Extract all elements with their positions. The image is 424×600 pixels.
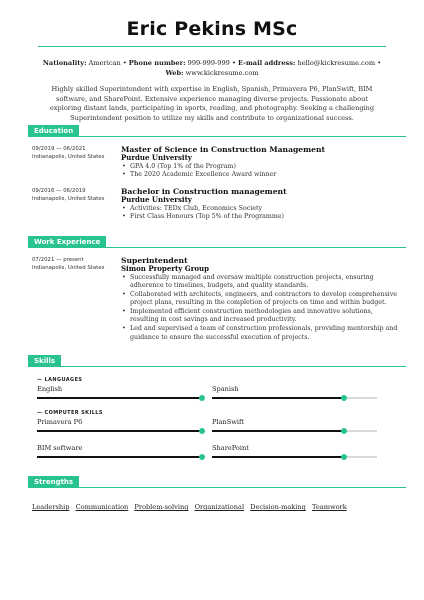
skill-name: Primavera P6 [37,418,83,426]
entry-date-range: 09/2019 — 06/2021 [32,146,86,152]
web-label: Web: [165,69,184,77]
skill-planswift [212,418,377,427]
education-section-header [28,125,406,137]
profile-summary: Highly skilled Superintendent with expertise in English, Spanish, Primavera P6, PlanSwift, BIM software, and SharePoint. Extensive experience managing diverse projects. Passionate about exploring distant lands, participating in sports, reading, and photography. Seeking a challenging Superintendent position to utilize my skills and contribute to organizational success. [49,85,375,122]
strengths-heading: Strengths [28,476,79,488]
bullet-item: • Successfully managed and oversaw multiple construction projects, ensuring adherence to timelines, budgets, and quality standards. [121,274,401,291]
strength-item: Problem-solving [134,503,189,511]
strength-item: Decision-making [250,503,306,511]
email-value[interactable]: hello@kickresume.com [297,59,376,67]
skill-level-marker [199,454,205,460]
entry-location: Indianapolis, United States [32,265,105,271]
strength-item: Organizational [194,503,245,511]
entry-title: Superintendent [121,256,188,265]
languages-group-label: — LANGUAGES [37,377,83,383]
computer-skills-group-label: — COMPUTER SKILLS [37,410,103,416]
entry-title: Master of Science in Construction Management [121,145,326,154]
entry-date-range: 09/2016 — 06/2019 [32,188,86,194]
bullet-item: • Activities: TEDx Club, Economics Society [121,205,401,214]
skill-level-marker [199,395,205,401]
skill-level-marker [341,454,347,460]
skill-name: Spanish [212,385,239,393]
skill-level-fill [212,456,344,458]
skill-level-marker [341,428,347,434]
skill-level-fill [212,430,344,432]
name-underline [38,46,386,47]
entry-bullets [121,274,401,343]
skills-heading: Skills [28,355,61,367]
skill-level-fill [37,430,202,432]
skill-level-fill [212,397,344,399]
skill-name: PlanSwift [212,418,245,426]
skill-level-fill [37,397,202,399]
entry-org: Simon Property Group [121,264,210,273]
web-value[interactable]: www.kickresume.com [185,69,259,77]
candidate-name: Eric Pekins MSc [126,18,298,40]
strength-item: Communication [75,503,129,511]
skill-sharepoint [212,444,377,453]
strength-item: Teamwork [311,503,347,511]
entry-location: Indianapolis, United States [32,154,105,160]
bullet-item: • First Class Honours (Top 5% of the Programme) [121,213,401,222]
bullet-item: • GPA 4.0 (Top 1% of the Program) [121,163,401,172]
skill-name: BIM software [37,444,83,452]
skill-name: English [37,385,63,393]
skill-level-marker [199,428,205,434]
skill-english [37,385,202,394]
entry-dates [32,256,117,272]
skill-track [212,456,377,458]
nationality-label: Nationality: [42,59,87,67]
entry-org: Purdue University [121,195,192,204]
contact-info: Nationality: American • Phone number: 999-999-999 • E-mail address: hello@kickresume.com • Web: www.kickresume.com [42,59,382,77]
skill-bim [37,444,202,453]
email-label: E-mail address: [237,59,296,67]
strength-item: Leadership [32,503,70,511]
skill-track [37,430,202,432]
entry-bullets [121,205,401,222]
bullet-item: • Collaborated with architects, engineers, and contractors to develop comprehensive project plans, resulting in the completion of projects on time and within budget. [121,291,401,308]
entry-location: Indianapolis, United States [32,196,105,202]
nationality-value: American [88,59,121,67]
phone-value: 999-999-999 [187,59,230,67]
bullet-item: • The 2020 Academic Excellence Award winner [121,171,401,180]
entry-dates [32,145,117,161]
skill-track [37,397,202,399]
skill-primavera [37,418,202,427]
skill-track [212,430,377,432]
strengths-list [32,503,351,511]
skill-level-fill [37,456,202,458]
entry-date-range: 07/2021 — present [32,257,84,263]
skill-level-marker [341,395,347,401]
entry-bullets [121,163,401,180]
education-heading: Education [28,125,79,137]
strengths-section-header [28,476,406,488]
skills-section-header [28,355,406,367]
entry-org: Purdue University [121,153,192,162]
phone-label: Phone number: [128,59,186,67]
skill-spanish [212,385,377,394]
skill-track [212,397,377,399]
entry-dates [32,187,117,203]
bullet-item: • Led and supervised a team of construction professionals, providing mentorship and guidance to ensure the successful execution of projects. [121,325,401,342]
experience-heading: Work Experience [28,236,106,248]
entry-title: Bachelor in Construction management [121,187,287,196]
skill-track [37,456,202,458]
experience-section-header [28,236,406,248]
bullet-item: • Implemented efficient construction methodologies and innovative solutions, resulting in cost savings and increased productivity. [121,308,401,325]
skill-name: SharePoint [212,444,249,452]
